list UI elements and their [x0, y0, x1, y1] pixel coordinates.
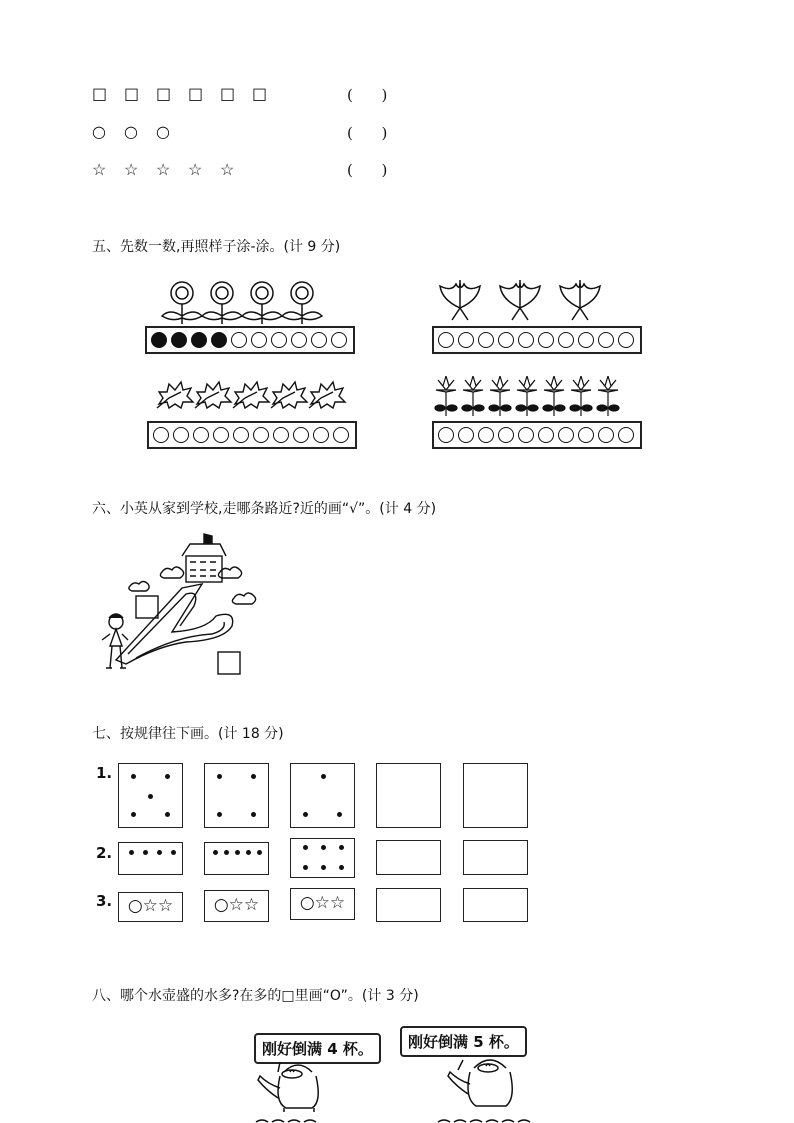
empty-circle[interactable] — [518, 332, 534, 348]
square-symbol: □ — [92, 84, 108, 103]
dot — [339, 845, 344, 850]
pattern-box — [204, 842, 269, 875]
star-symbol: ☆ — [124, 160, 139, 179]
filled-circle — [191, 332, 207, 348]
speech-bubble: 刚好倒满 5 杯。 — [400, 1026, 527, 1057]
square-symbol: □ — [188, 84, 204, 103]
answer-box[interactable] — [376, 888, 441, 922]
dot — [321, 774, 326, 779]
dot — [165, 812, 170, 817]
dot — [165, 774, 170, 779]
dot — [171, 850, 176, 855]
empty-circle[interactable] — [293, 427, 309, 443]
kettle-icon — [258, 1065, 318, 1112]
row-number: 3. — [96, 892, 113, 910]
color-circles-box-3[interactable] — [147, 421, 357, 449]
section6-title: 六、小英从家到学校,走哪条路近?近的画“√”。(计 4 分) — [92, 501, 437, 517]
filled-circle — [211, 332, 227, 348]
dot — [251, 812, 256, 817]
empty-circle[interactable] — [538, 427, 554, 443]
kettles-illustration — [250, 1058, 550, 1123]
color-circles-box-4[interactable] — [432, 421, 642, 449]
pattern-box — [290, 763, 355, 828]
filled-circle — [151, 332, 167, 348]
empty-circle[interactable] — [618, 332, 634, 348]
empty-circle[interactable] — [173, 427, 189, 443]
star-symbol: ☆ — [92, 160, 107, 179]
empty-circle[interactable] — [538, 332, 554, 348]
answer-box[interactable] — [463, 840, 528, 875]
dot — [157, 850, 162, 855]
row-number: 2. — [96, 844, 113, 862]
count-row-squares — [92, 84, 284, 103]
dot — [131, 774, 136, 779]
empty-circle[interactable] — [273, 427, 289, 443]
square-symbol: □ — [156, 84, 172, 103]
square-symbol: □ — [252, 84, 268, 103]
dot — [143, 850, 148, 855]
school-building-icon — [186, 556, 222, 582]
empty-circle[interactable] — [331, 332, 347, 348]
circle-symbol: ○ — [156, 122, 170, 141]
star-symbol: ☆ — [220, 160, 235, 179]
filled-circle — [171, 332, 187, 348]
section5-title: 五、先数一数,再照样子涂-涂。(计 9 分) — [92, 239, 341, 255]
empty-circle[interactable] — [251, 332, 267, 348]
square-symbol: □ — [124, 84, 140, 103]
empty-circle[interactable] — [558, 332, 574, 348]
count-row-stars — [92, 160, 252, 179]
empty-circle[interactable] — [231, 332, 247, 348]
sunflower-group-icon — [160, 278, 340, 326]
empty-circle[interactable] — [458, 332, 474, 348]
dot — [131, 812, 136, 817]
empty-circle[interactable] — [233, 427, 249, 443]
circle-symbol: ○ — [92, 122, 106, 141]
empty-circle[interactable] — [558, 427, 574, 443]
star-symbol: ☆ — [188, 160, 203, 179]
empty-circle[interactable] — [578, 427, 594, 443]
dot — [148, 794, 153, 799]
kettle-icon — [448, 1060, 512, 1106]
empty-circle[interactable] — [478, 427, 494, 443]
empty-circle[interactable] — [333, 427, 349, 443]
pattern-box: ○☆☆ — [204, 890, 269, 922]
empty-circle[interactable] — [313, 427, 329, 443]
route-illustration — [96, 530, 276, 678]
dot — [339, 865, 344, 870]
pattern-box: ○☆☆ — [118, 892, 183, 922]
dot — [213, 850, 218, 855]
empty-circle[interactable] — [438, 332, 454, 348]
dot — [235, 850, 240, 855]
empty-circle[interactable] — [253, 427, 269, 443]
dot — [251, 774, 256, 779]
empty-circle[interactable] — [618, 427, 634, 443]
section8-title: 八、哪个水壶盛的水多?在多的□里画“O”。(计 3 分) — [92, 988, 419, 1004]
dot — [129, 850, 134, 855]
pattern-box — [204, 763, 269, 828]
answer-box[interactable] — [376, 840, 441, 875]
dot — [217, 774, 222, 779]
flower-group-icon — [432, 376, 632, 418]
answer-box[interactable] — [463, 888, 528, 922]
empty-circle[interactable] — [578, 332, 594, 348]
answer-box-lower — [218, 652, 240, 674]
empty-circle[interactable] — [498, 332, 514, 348]
empty-circle[interactable] — [153, 427, 169, 443]
dot — [303, 865, 308, 870]
empty-circle[interactable] — [291, 332, 307, 348]
circle-symbol: ○ — [124, 122, 138, 141]
dot — [337, 812, 342, 817]
dot — [217, 812, 222, 817]
empty-circle[interactable] — [598, 427, 614, 443]
answer-box[interactable] — [376, 763, 441, 828]
speech-bubble: 刚好倒满 4 杯。 — [254, 1033, 381, 1064]
empty-circle[interactable] — [311, 332, 327, 348]
empty-circle[interactable] — [598, 332, 614, 348]
dot — [321, 865, 326, 870]
dot — [257, 850, 262, 855]
dot — [246, 850, 251, 855]
empty-circle[interactable] — [438, 427, 454, 443]
empty-circle[interactable] — [518, 427, 534, 443]
section7-title: 七、按规律往下画。(计 18 分) — [92, 726, 284, 742]
count-row-circles — [92, 122, 188, 141]
dot — [303, 845, 308, 850]
empty-circle[interactable] — [498, 427, 514, 443]
answer-box-upper — [136, 596, 158, 618]
color-circles-box-1[interactable] — [145, 326, 355, 354]
pattern-box — [290, 838, 355, 878]
empty-circle[interactable] — [193, 427, 209, 443]
dot — [303, 812, 308, 817]
answer-box[interactable] — [463, 763, 528, 828]
row-number: 1. — [96, 764, 113, 782]
maple-leaf-group-icon — [155, 378, 355, 414]
pattern-box — [118, 763, 183, 828]
empty-circle[interactable] — [213, 427, 229, 443]
answer-parentheses[interactable]: ( ) — [347, 86, 388, 104]
empty-circle[interactable] — [478, 332, 494, 348]
answer-parentheses[interactable]: ( ) — [347, 124, 388, 142]
pattern-box: ○☆☆ — [290, 888, 355, 920]
answer-parentheses[interactable]: ( ) — [347, 161, 388, 179]
square-symbol: □ — [220, 84, 236, 103]
pattern-box — [118, 842, 183, 875]
color-circles-box-2[interactable] — [432, 326, 642, 354]
dot — [321, 845, 326, 850]
star-symbol: ☆ — [156, 160, 171, 179]
empty-circle[interactable] — [458, 427, 474, 443]
empty-circle[interactable] — [271, 332, 287, 348]
leaf-group-icon — [435, 278, 615, 324]
dot — [224, 850, 229, 855]
